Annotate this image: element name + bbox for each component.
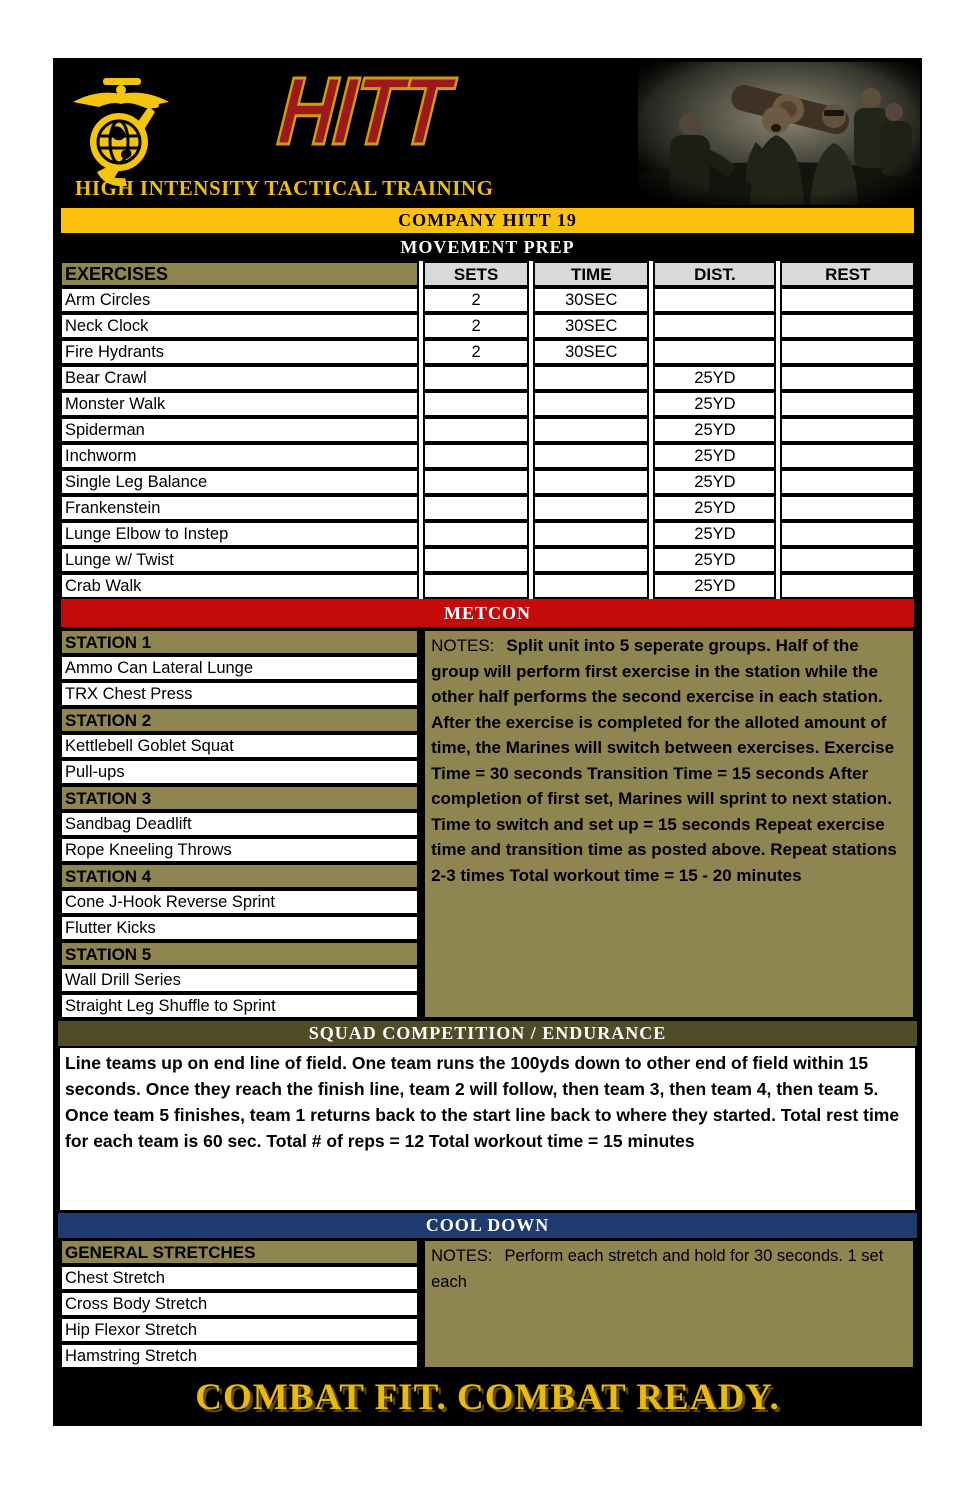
table-row xyxy=(60,443,915,469)
dist-value: 25YD xyxy=(653,495,776,521)
company-banner: COMPANY HITT 19 xyxy=(61,208,914,233)
metcon-notes xyxy=(423,629,915,1019)
rest-value xyxy=(780,443,915,469)
metcon-section xyxy=(60,629,915,1019)
stretch-row: Hamstring Stretch xyxy=(60,1343,419,1369)
rest-value xyxy=(780,313,915,339)
exercise-name: Fire Hydrants xyxy=(60,339,419,365)
time-value: 30SEC xyxy=(533,313,649,339)
time-value xyxy=(533,521,649,547)
column-header-time: TIME xyxy=(533,261,649,287)
exercise-name: Crab Walk xyxy=(60,573,419,599)
rest-value xyxy=(780,573,915,599)
rest-value xyxy=(780,547,915,573)
squad-instructions: Line teams up on end line of field. One team runs the 100yds down to other end of field within 15 seconds. Once they reach the finish line, team 2 will follow, then team 3, then team 4, then team 5. Once team 5 finishes, team 1 returns back to the start line back to where they started. Total rest time for each team is 60 sec. Total # of reps = 12 Total workout time = 15 minutes xyxy=(58,1046,917,1212)
table-row xyxy=(60,417,915,443)
time-value xyxy=(533,469,649,495)
footer-slogan: COMBAT FIT. COMBAT READY. xyxy=(195,1377,780,1418)
sets-value xyxy=(423,443,529,469)
station-exercise: Rope Kneeling Throws xyxy=(60,837,419,863)
station-exercise: Straight Leg Shuffle to Sprint xyxy=(60,993,419,1019)
table-row xyxy=(60,573,915,599)
notes-text: Split unit into 5 seperate groups. Half of the group will perform first exercise in the station while the other half performs the second exercise in each station. After the exercise is completed for the alloted amount of time, the Marines will switch between exercises. Exercise Time = 30 seconds Transition Time = 15 seconds After completion of first set, Marines will sprint to next station. Time to switch and set up = 15 seconds Repeat exercise time and transition time as posted above. Repeat stations 2-3 times Total workout time = 15 - 20 minutes xyxy=(431,636,897,885)
table-row xyxy=(60,313,915,339)
dist-value: 25YD xyxy=(653,469,776,495)
sets-value xyxy=(423,391,529,417)
stretches-header: GENERAL STRETCHES xyxy=(60,1239,419,1265)
dist-value: 25YD xyxy=(653,573,776,599)
station-exercise: Wall Drill Series xyxy=(60,967,419,993)
table-row xyxy=(60,365,915,391)
dist-value: 25YD xyxy=(653,443,776,469)
exercise-name: Neck Clock xyxy=(60,313,419,339)
dist-value xyxy=(653,339,776,365)
time-value xyxy=(533,391,649,417)
station-exercise: Ammo Can Lateral Lunge xyxy=(60,655,419,681)
exercise-name: Frankenstein xyxy=(60,495,419,521)
time-value: 30SEC xyxy=(533,287,649,313)
table-header-row xyxy=(60,261,915,287)
station-exercise: Pull-ups xyxy=(60,759,419,785)
dist-value: 25YD xyxy=(653,521,776,547)
rest-value xyxy=(780,391,915,417)
station-header: STATION 5 xyxy=(60,941,419,967)
time-value: 30SEC xyxy=(533,339,649,365)
sets-value: 2 xyxy=(423,313,529,339)
sets-value xyxy=(423,365,529,391)
table-row xyxy=(60,339,915,365)
sets-value xyxy=(423,469,529,495)
notes-text: Perform each stretch and hold for 30 seconds. 1 set each xyxy=(431,1247,884,1291)
notes-label: NOTES: xyxy=(431,1247,493,1265)
dist-value: 25YD xyxy=(653,547,776,573)
station-exercise: Sandbag Deadlift xyxy=(60,811,419,837)
rest-value xyxy=(780,417,915,443)
dist-value xyxy=(653,287,776,313)
table-row xyxy=(60,495,915,521)
time-value xyxy=(533,547,649,573)
station-exercise: Kettlebell Goblet Squat xyxy=(60,733,419,759)
table-row xyxy=(60,391,915,417)
rest-value xyxy=(780,521,915,547)
header xyxy=(53,58,922,208)
metcon-banner: METCON xyxy=(61,599,914,627)
stretch-row: Chest Stretch xyxy=(60,1265,419,1291)
stretches-table xyxy=(60,1239,419,1369)
station-header: STATION 3 xyxy=(60,785,419,811)
hitt-logo: HITT xyxy=(274,58,452,165)
column-header-exercises: EXERCISES xyxy=(60,261,419,287)
station-exercise: Flutter Kicks xyxy=(60,915,419,941)
column-header-sets: SETS xyxy=(423,261,529,287)
sets-value xyxy=(423,573,529,599)
movement-prep-banner: MOVEMENT PREP xyxy=(53,233,922,261)
footer xyxy=(53,1369,922,1426)
rest-value xyxy=(780,495,915,521)
stations-table xyxy=(60,629,419,1019)
dist-value: 25YD xyxy=(653,417,776,443)
exercise-name: Lunge w/ Twist xyxy=(60,547,419,573)
station-exercise: Cone J-Hook Reverse Sprint xyxy=(60,889,419,915)
sets-value xyxy=(423,417,529,443)
dist-value: 25YD xyxy=(653,391,776,417)
stretch-row: Cross Body Stretch xyxy=(60,1291,419,1317)
cooldown-notes xyxy=(423,1239,915,1369)
sets-value xyxy=(423,547,529,573)
station-exercise: TRX Chest Press xyxy=(60,681,419,707)
exercise-name: Monster Walk xyxy=(60,391,419,417)
table-row xyxy=(60,287,915,313)
rest-value xyxy=(780,287,915,313)
column-header-rest: REST xyxy=(780,261,915,287)
dist-value: 25YD xyxy=(653,365,776,391)
station-header: STATION 4 xyxy=(60,863,419,889)
rest-value xyxy=(780,339,915,365)
exercise-name: Lunge Elbow to Instep xyxy=(60,521,419,547)
column-header-dist: DIST. xyxy=(653,261,776,287)
time-value xyxy=(533,443,649,469)
notes-label: NOTES: xyxy=(431,636,495,655)
dist-value xyxy=(653,313,776,339)
station-header: STATION 2 xyxy=(60,707,419,733)
table-row xyxy=(60,547,915,573)
cooldown-banner: COOL DOWN xyxy=(58,1213,917,1238)
station-header: STATION 1 xyxy=(60,629,419,655)
movement-prep-table xyxy=(60,261,915,599)
sets-value xyxy=(423,495,529,521)
sets-value: 2 xyxy=(423,339,529,365)
time-value xyxy=(533,365,649,391)
table-row xyxy=(60,521,915,547)
time-value xyxy=(533,417,649,443)
exercise-name: Bear Crawl xyxy=(60,365,419,391)
cooldown-section xyxy=(60,1239,915,1369)
brand-subtitle: HIGH INTENSITY TACTICAL TRAINING xyxy=(75,176,494,200)
sets-value: 2 xyxy=(423,287,529,313)
sets-value xyxy=(423,521,529,547)
rest-value xyxy=(780,365,915,391)
exercise-name: Single Leg Balance xyxy=(60,469,419,495)
exercise-name: Spiderman xyxy=(60,417,419,443)
exercise-name: Inchworm xyxy=(60,443,419,469)
rest-value xyxy=(780,469,915,495)
time-value xyxy=(533,495,649,521)
time-value xyxy=(533,573,649,599)
marines-log-carry-photo xyxy=(638,62,920,205)
workout-sheet xyxy=(53,58,922,1426)
table-row xyxy=(60,469,915,495)
stretch-row: Hip Flexor Stretch xyxy=(60,1317,419,1343)
squad-banner: SQUAD COMPETITION / ENDURANCE xyxy=(58,1021,917,1046)
exercise-name: Arm Circles xyxy=(60,287,419,313)
